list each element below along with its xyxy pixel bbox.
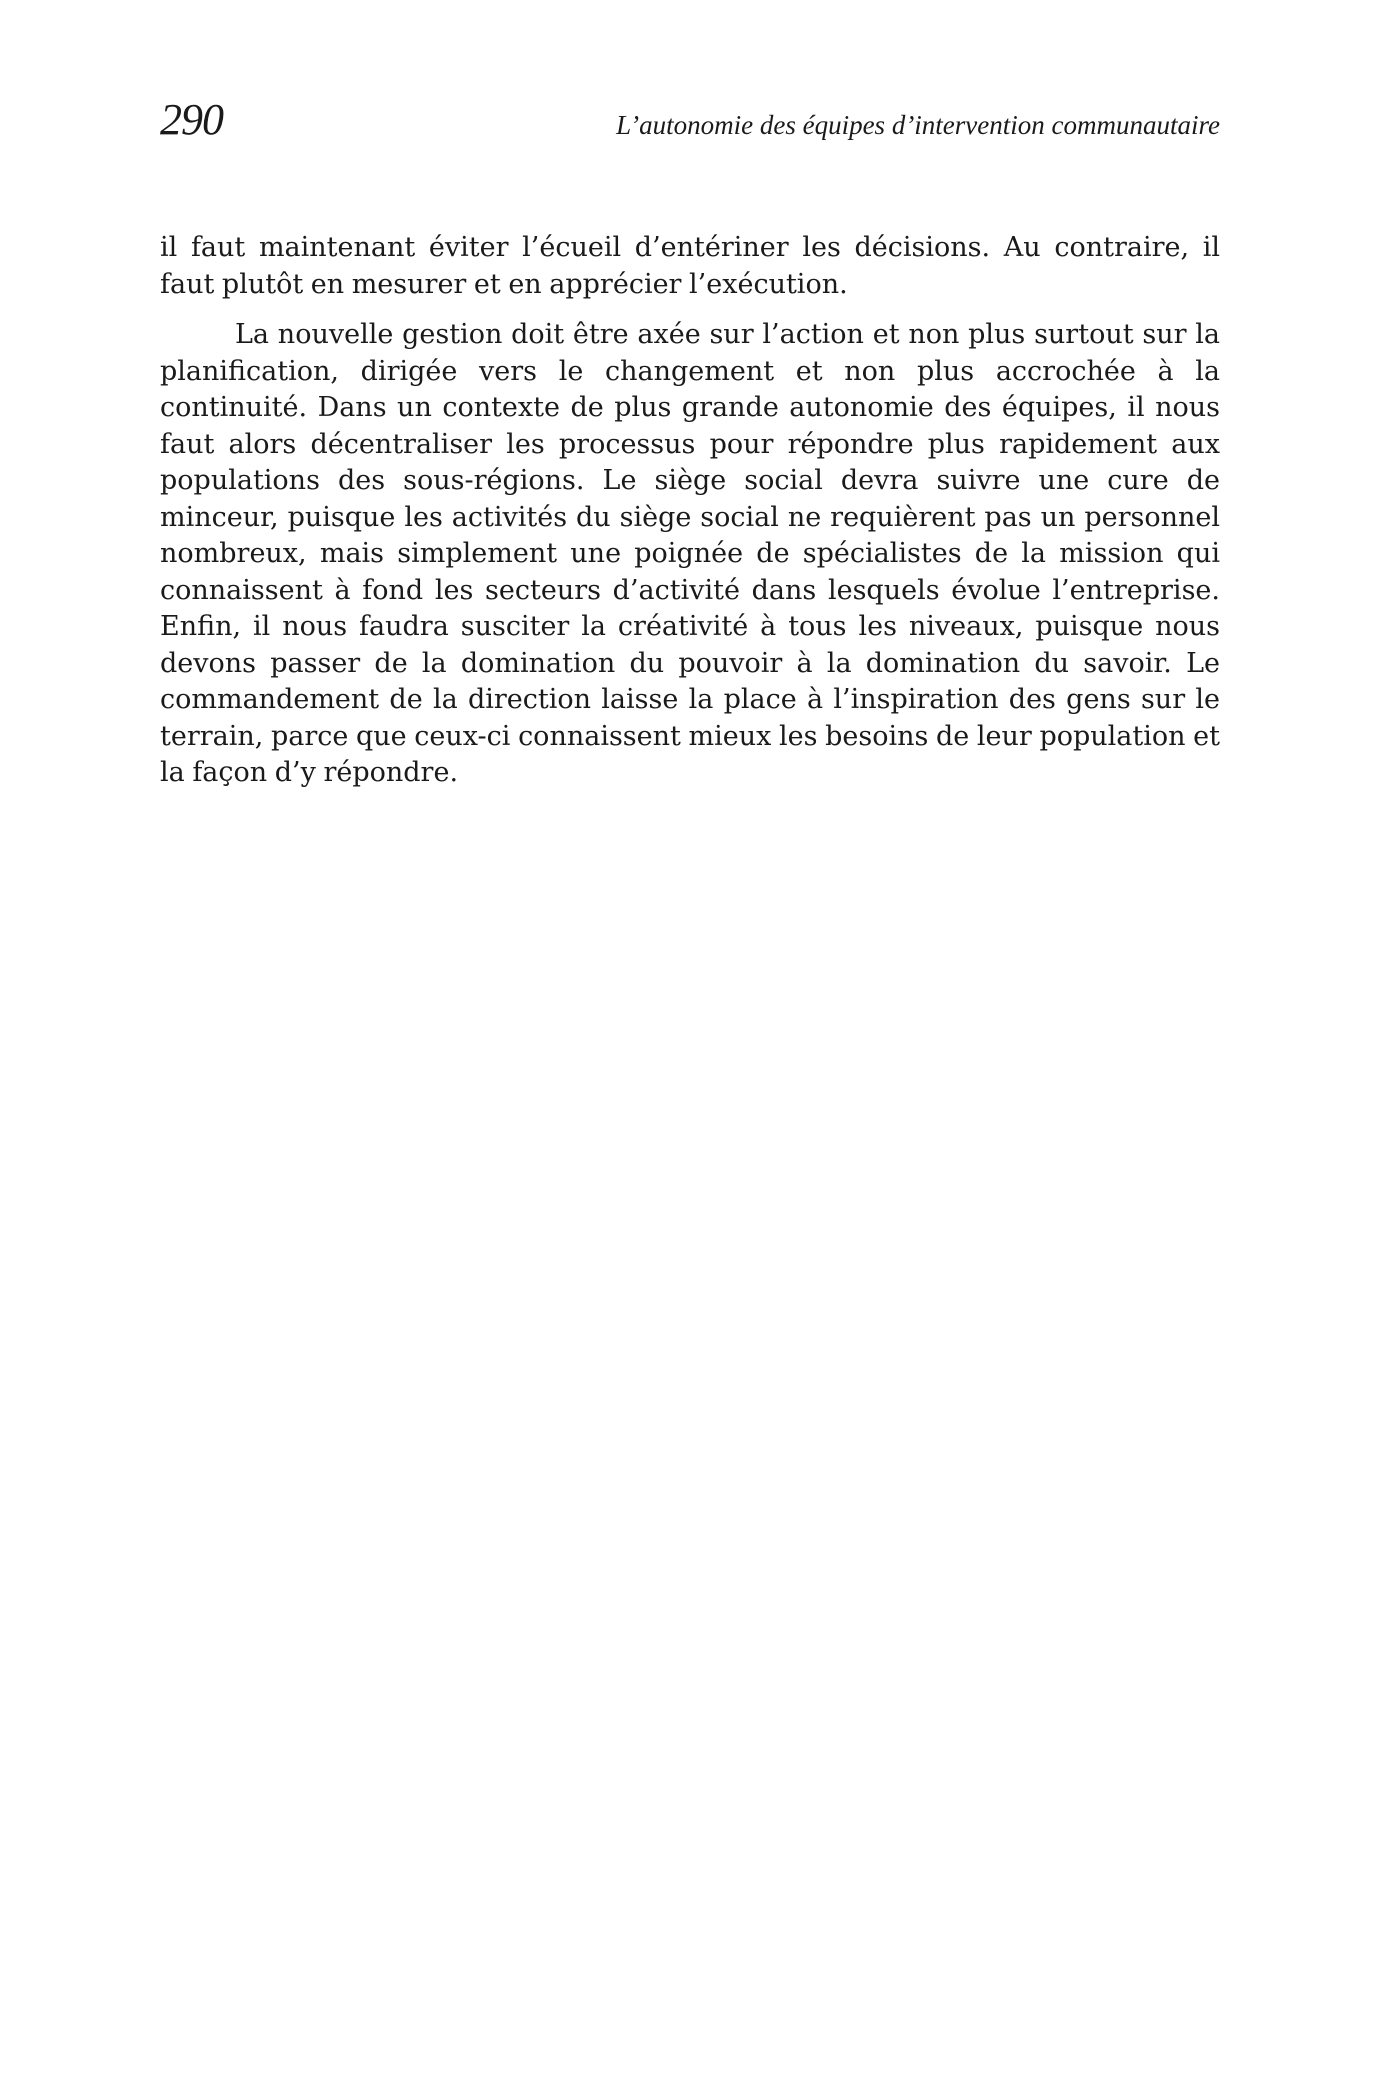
body-text xyxy=(160,230,1220,792)
page-number: 290 xyxy=(160,95,223,144)
paragraph-continued: il faut maintenant éviter l’écueil d’entériner les décisions. Au contraire, il faut plutôt en mesurer et en apprécier l’exécution. xyxy=(160,232,1220,300)
paragraph-main: La nouvelle gestion doit être axée sur l’action et non plus surtout sur la planification, dirigée vers le changement et non plus accrochée à la continuité. Dans un contexte de plus grande autonomie des équipes, il nous faut alors décentraliser les processus pour répondre plus rapidement aux populations des sous-régions. Le siège social devra suivre une cure de minceur, puisque les activités du siège social ne requièrent pas un personnel nombreux, mais simplement une poignée de spécialistes de la mission qui connaissent à fond les secteurs d’activité dans lesquels évolue l’entreprise. Enfin, il nous faudra susciter la créativité à tous les niveaux, puisque nous devons passer de la domination du pouvoir à la domination du savoir. Le commandement de la direction laisse la place à l’inspiration des gens sur le terrain, parce que ceux-ci connaissent mieux les besoins de leur population et la façon d’y répondre. xyxy=(160,319,1220,788)
running-title: L’autonomie des équipes d’intervention communautaire xyxy=(616,110,1220,140)
page-header xyxy=(160,95,1220,155)
